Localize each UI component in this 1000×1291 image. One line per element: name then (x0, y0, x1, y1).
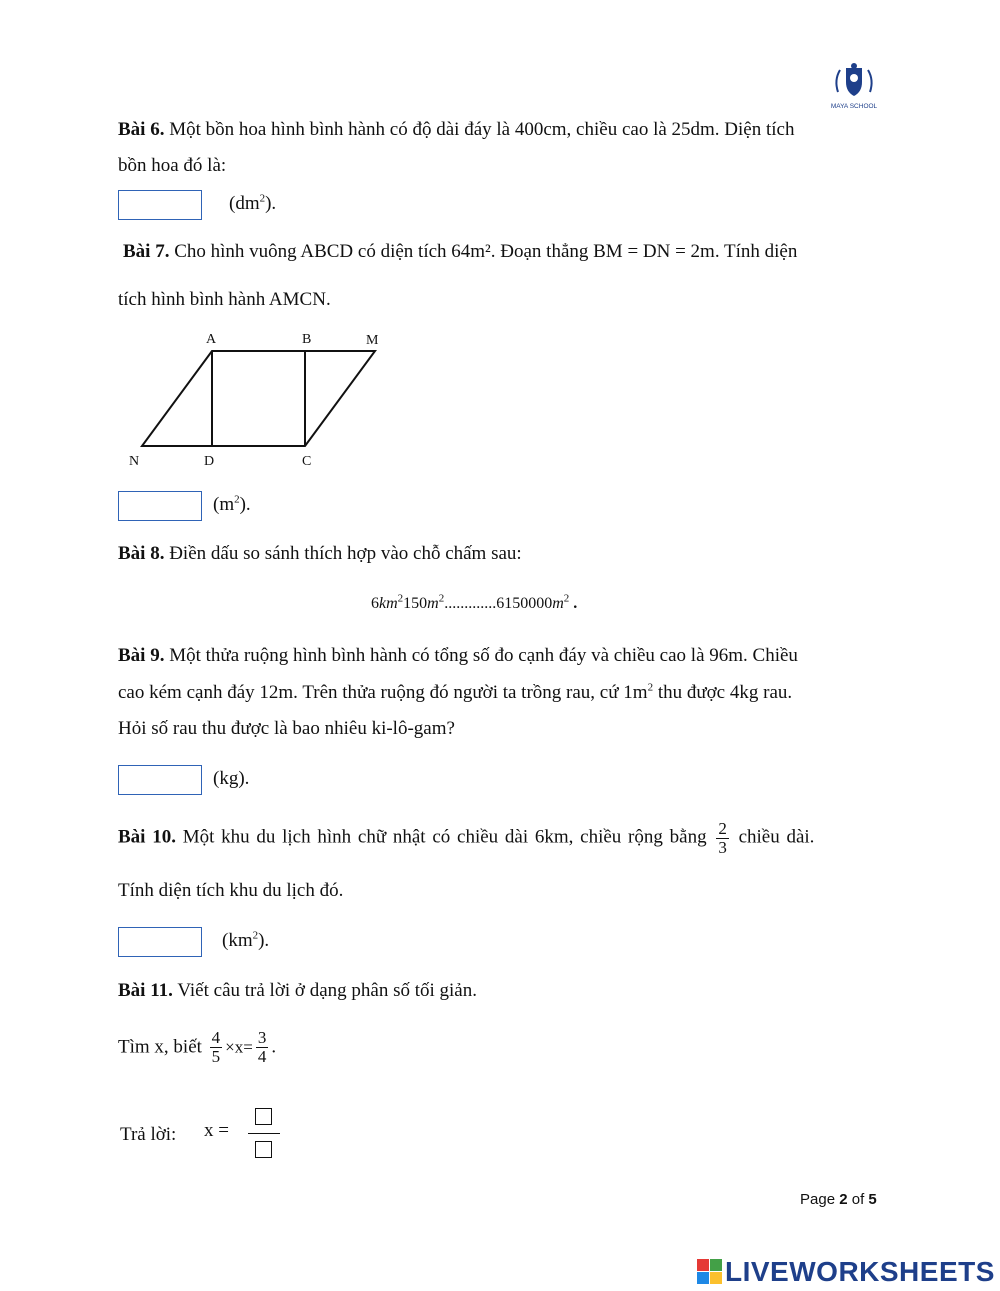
b10-text1b: chiều dài. (738, 826, 815, 848)
label-D: D (204, 454, 215, 469)
b6-line1 (118, 118, 794, 142)
label-A: A (206, 332, 217, 347)
b10-unit-exp: 2 (252, 929, 259, 942)
b10-answer-input[interactable] (118, 927, 202, 957)
b8-expr-e: m (427, 595, 439, 612)
b11-find-text: Tìm x, biết (118, 1036, 202, 1058)
b9-line3: Hỏi số rau thu được là bao nhiêu ki-lô-gam? (118, 718, 455, 739)
b9-text2b: thu được 4kg rau. (653, 682, 793, 703)
brand-name: LIVEWORKSHEETS (725, 1256, 995, 1287)
b10-unit-pre: (km (222, 930, 253, 951)
b9-line2 (118, 681, 792, 705)
b8-expr-i: 2 (563, 592, 570, 605)
b10-unit-post: ). (258, 930, 270, 951)
b8-expr-j: . (569, 595, 578, 612)
of-word: of (851, 1191, 865, 1208)
logo-text: MAYA SCHOOL (830, 103, 878, 110)
label-B: B (302, 332, 312, 347)
b6-label: Bài 6. (118, 119, 165, 140)
b7-line2: tích hình bình hành AMCN. (118, 289, 331, 310)
b7-label: Bài 7. (123, 241, 170, 262)
b6-unit-pre: (dm (229, 193, 260, 214)
label-N: N (129, 454, 140, 469)
b11-dot: . (271, 1036, 277, 1058)
b6-unit (229, 193, 276, 215)
b10-fraction (716, 820, 729, 857)
b9-line1 (118, 644, 798, 668)
b10-label: Bài 10. (118, 826, 176, 848)
b10-frac-num: 2 (718, 819, 727, 838)
b6-unit-post: ). (265, 193, 277, 214)
b11-equation (118, 1029, 276, 1066)
page-word: Page (800, 1191, 836, 1208)
b7-text1: Cho hình vuông ABCD có diện tích 64m². Đoạn thẳng BM = DN = 2m. Tính diện (174, 241, 798, 262)
b6-answer-input[interactable] (118, 190, 202, 220)
b11-times-x: ×x= (225, 1037, 253, 1057)
b8-expr-g: .............6150000 (444, 595, 553, 612)
page-num: 2 (839, 1191, 848, 1208)
b11-fraction-2 (256, 1029, 269, 1066)
parallelogram-figure (120, 325, 400, 475)
b7-unit-post: ). (239, 494, 251, 515)
b8-expr-a: 6 (371, 595, 379, 612)
b11-f1-num: 4 (211, 1028, 221, 1047)
b6-unit-exp: 2 (259, 192, 266, 205)
b11-text1: Viết câu trả lời ở dạng phân số tối giản. (177, 980, 477, 1001)
b11-answer-fraction (248, 1106, 280, 1162)
b7-unit-pre: (m (213, 494, 235, 515)
b11-label: Bài 11. (118, 980, 173, 1001)
b10-line2: Tính diện tích khu du lịch đó. (118, 880, 344, 901)
fraction-bar (248, 1133, 280, 1134)
b8-expr-c: 2 (397, 592, 404, 605)
b8-expr-d: 150 (403, 595, 428, 612)
page-total: 5 (868, 1191, 877, 1208)
b7-unit (213, 494, 251, 516)
b9-text2-exp: 2 (647, 681, 654, 694)
b11-f1-den: 5 (211, 1046, 221, 1066)
page-indicator (800, 1191, 877, 1208)
b11-line1 (118, 979, 477, 1003)
liveworksheets-brand (697, 1256, 995, 1288)
b9-answer-input[interactable] (118, 765, 202, 795)
b9-label: Bài 9. (118, 645, 165, 666)
liveworksheets-logo-icon (697, 1259, 723, 1285)
b8-expr-f: 2 (438, 592, 445, 605)
b8-expr-b: km (379, 595, 398, 612)
b11-fraction-1 (210, 1029, 223, 1066)
b8-line1 (118, 542, 522, 566)
b7-line1 (123, 240, 797, 264)
b10-line1 (118, 820, 814, 857)
denominator-input[interactable] (255, 1141, 272, 1158)
b10-unit (222, 930, 269, 952)
b11-answer-label: Trả lời: (120, 1124, 177, 1145)
b11-f2-num: 3 (257, 1028, 267, 1047)
b11-f2-den: 4 (257, 1046, 267, 1066)
numerator-input[interactable] (255, 1108, 272, 1125)
school-logo (826, 62, 882, 112)
label-M: M (366, 333, 379, 348)
b7-unit-exp: 2 (234, 493, 240, 506)
b8-expression (371, 592, 578, 613)
b9-text2a: cao kém cạnh đáy 12m. Trên thửa ruộng đó người ta trồng rau, cứ 1m (118, 682, 648, 703)
b6-text1: Một bồn hoa hình bình hành có độ dài đáy là 400cm, chiều cao là 25dm. Diện tích (169, 119, 795, 140)
b10-frac-den: 3 (718, 837, 727, 857)
b6-line2: bồn hoa đó là: (118, 155, 227, 176)
b7-answer-input[interactable] (118, 491, 202, 521)
label-C: C (302, 454, 312, 469)
b11-x-eq: x = (204, 1120, 229, 1141)
b10-text1a: Một khu du lịch hình chữ nhật có chiều dài 6km, chiều rộng bằng (182, 826, 707, 848)
b9-unit: (kg). (213, 768, 250, 789)
b9-text1: Một thửa ruộng hình bình hành có tổng số đo cạnh đáy và chiều cao là 96m. Chiều (169, 645, 798, 666)
b8-expr-h: m (552, 595, 564, 612)
b8-label: Bài 8. (118, 543, 165, 564)
crest-icon (832, 62, 876, 100)
b8-text1: Điền dấu so sánh thích hợp vào chỗ chấm sau: (169, 543, 522, 564)
